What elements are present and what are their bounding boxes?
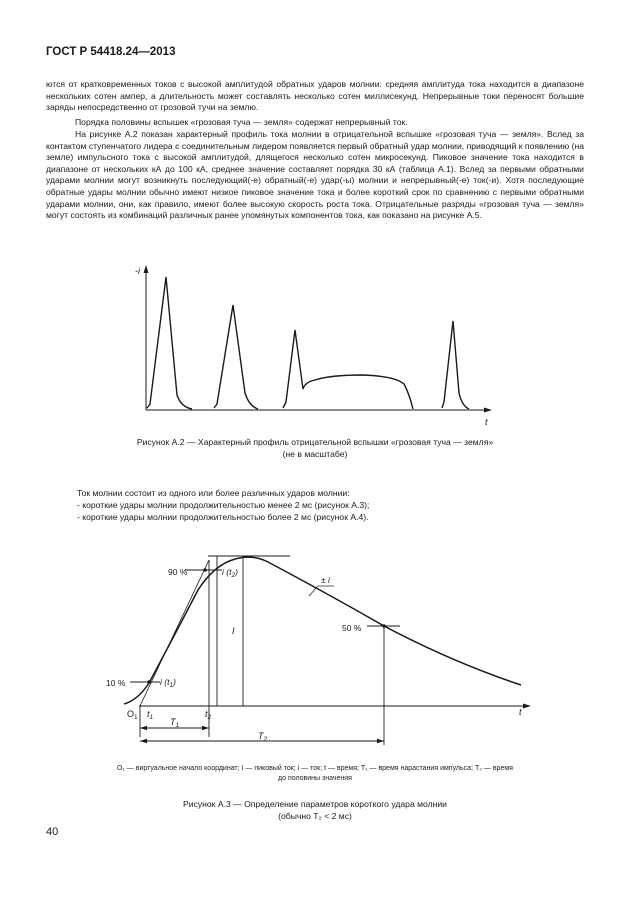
label-T2: $T_2$: [258, 731, 268, 743]
paragraph-figure-a2-description: На рисунке А.2 показан характерный профиль тока молнии в отрицательной вспышке «грозовая туча — земля». Вслед за контактом ступенчатого лидера с соединительным лидером появляется первый обратный удар молнии, приводящий к появлению (на земле) импульсного тока с высокой амплитудой, длящегося несколько сотен микросекунд. Пиковое значение тока находится в диапазоне от нескольких кА до 100 кА, среднее значение составляет порядка 30 кА (таблица А.1). Вслед за первыми обратными ударами молнии могут возникнуть последующий(-е) обратный(-е) удар(-ы) молнии и непрерывный(-е) ток(-и). Хотя последующие обратные удары молнии обычно имеют низкое пиковое значение тока и более короткий срок по сравнению с первыми обратными ударами молнии, они, как правило, имеют более высокую скорость роста тока. Отрицательные разряды «грозовая туча — земля» могут состоять из комбинаций различных ранее упомянутых компонентов тока, как показано на рисунке А.5.: [46, 129, 584, 221]
label-90-percent: 90 %: [168, 567, 188, 577]
figure-a3-plot: [0, 540, 630, 755]
figure-a2-last-stroke: [442, 321, 469, 409]
figure-a2-y-label: -i: [135, 266, 140, 276]
label-time-axis: t: [519, 707, 522, 717]
label-i-t1: i $(t_1)$: [160, 677, 176, 689]
figure-a2-x-label: t: [485, 417, 488, 427]
label-50-percent: 50 %: [342, 623, 362, 633]
figure-a3-caption-line1: Рисунок А.3 — Определение параметров короткого удара молнии: [183, 799, 447, 809]
page-number: 40: [46, 826, 59, 838]
figure-a2-caption-line1: Рисунок А.2 — Характерный профиль отрицательной вспышки «грозовая туча — земля»: [136, 437, 494, 447]
list-intro: Ток молнии состоит из одного или более различных ударов молнии:: [77, 488, 350, 498]
figure-a3-arrowheads: [140, 568, 531, 743]
label-t2: $t_2$: [205, 709, 212, 721]
legend-line2: до половины значения: [278, 775, 352, 782]
figure-a2-plot: [0, 262, 630, 434]
figure-a3-caption: [46, 799, 584, 822]
paragraph-continuous-current: Порядка половины вспышек «грозовая туча — земля» содержат непрерывный ток.: [75, 117, 408, 127]
legend-line1: O₁ — виртуальное начало координат; I — пиковый ток; i — ток; t — время; T₁ — время нарастания импульса; T₂ — время: [117, 765, 513, 772]
figure-a2-stroke-with-continuous-current: [283, 330, 413, 409]
label-T1: $T_1$: [170, 717, 180, 729]
list-item: - короткие удары молнии продолжительностью более 2 мс (рисунок А.4).: [77, 511, 369, 522]
paragraph-continued: ются от кратковременных токов с высокой амплитудой обратных ударов молнии: средняя амплитуда тока находится в диапазоне нескольких сотен ампер, а длительность может составлять несколько сотен миллисекунд. Непрерывные токи переносят большие заряды непосредственно от грозовой тучи на землю.: [46, 79, 584, 113]
figure-a2-stroke-2: [214, 305, 258, 409]
list-item: - короткие удары молнии продолжительностью менее 2 мс (рисунок А.3);: [77, 499, 370, 510]
label-peak-current: I: [232, 626, 235, 636]
figure-a3-caption-line2: (обычно T₂ < 2 мс): [278, 810, 352, 821]
figure-a2-caption-line2: (не в масштабе): [282, 448, 348, 459]
figure-a2-first-stroke: [147, 277, 192, 409]
stroke-types-list: [77, 488, 369, 523]
label-i-t2: i $(t_2)$: [222, 567, 238, 579]
figure-a3-legend: [46, 764, 584, 784]
figure-a2-axis-arrows: [144, 265, 493, 413]
label-10-percent: 10 %: [106, 678, 126, 688]
label-plus-minus-i: ± i: [321, 575, 330, 585]
page-header: ГОСТ Р 54418.24—2013: [46, 46, 176, 58]
label-o1: $O_1$: [127, 709, 138, 721]
label-t1: $t_1$: [147, 709, 154, 721]
figure-a2-caption: [46, 437, 584, 460]
